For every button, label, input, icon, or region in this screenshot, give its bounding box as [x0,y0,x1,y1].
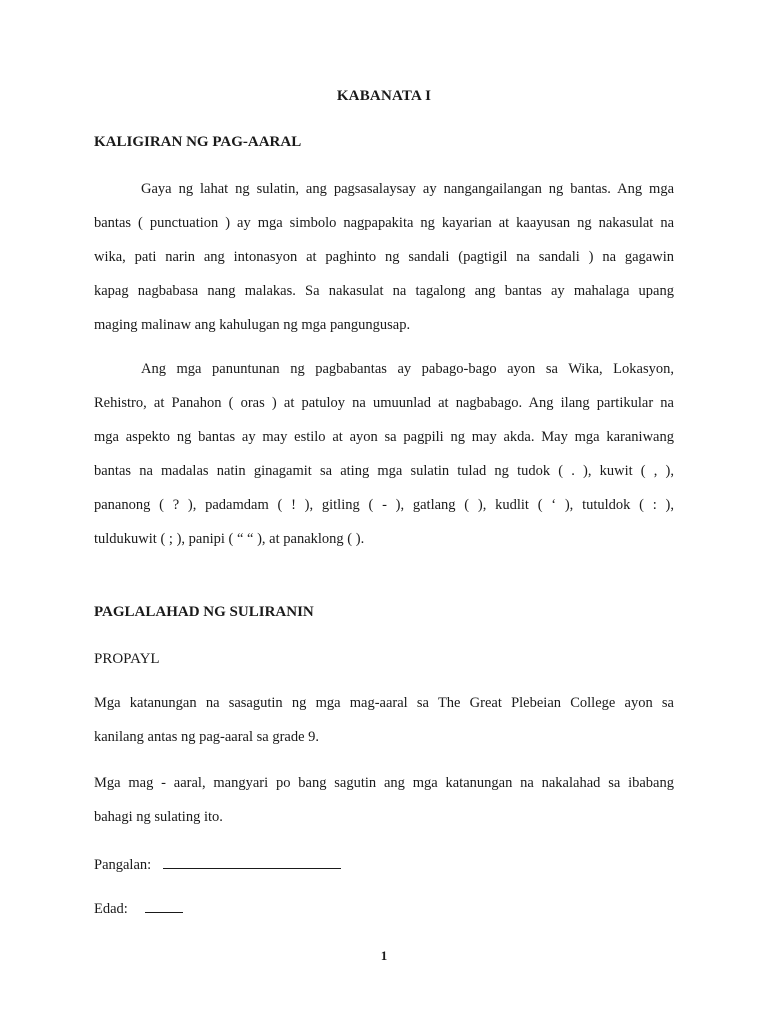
paragraph-propayl-2 [94,766,674,834]
paragraph-kaligiran-2 [94,352,674,556]
name-blank-line[interactable] [163,856,341,869]
text-line: bahagi ng sulating ito. [94,809,223,825]
text-line: Mga mag - aaral, mangyari po bang sagutin ang mga katanungan na nakalahad sa ibabang [94,775,674,791]
name-field-label: Pangalan: [94,857,152,873]
subheading-propayl: PROPAYL [94,651,160,667]
text-line: mga aspekto ng bantas ay may estilo at ayon sa pagpili ng may akda. May mga karaniwang [94,429,674,445]
text-line: tuldukuwit ( ; ), panipi ( “ “ ), at panaklong ( ). [94,531,365,547]
paragraph-propayl-1 [94,686,674,754]
text-line: Rehistro, at Panahon ( oras ) at patuloy na umuunlad at nagbabago. Ang ilang partikular na [94,395,674,411]
section-heading-kaligiran: KALIGIRAN NG PAG-AARAL [94,134,302,150]
chapter-title: KABANATA I [336,88,432,104]
text-line: pananong ( ? ), padamdam ( ! ), gitling ( - ), gatlang ( ), kudlit ( ‘ ), tutuldok ( : ), [94,497,674,513]
text-line: bantas ( punctuation ) ay mga simbolo nagpapakita ng kayarian at kaayusan ng nakasulat na [94,215,674,231]
age-field-label: Edad: [94,901,128,917]
page-number: 1 [380,948,388,963]
text-line: wika, pati narin ang intonasyon at paghinto ng sandali (pagtigil na sandali ) na gagawin [94,249,674,265]
age-field [94,900,183,918]
name-field [94,856,341,874]
text-line: maging malinaw ang kahulugan ng mga pangungusap. [94,317,411,333]
paragraph-kaligiran-1 [94,172,674,342]
text-line: Gaya ng lahat ng sulatin, ang pagsasalaysay ay nangangailangan ng bantas. Ang mga [141,181,674,197]
text-line: bantas na madalas natin ginagamit sa ating mga sulatin tulad ng tudok ( . ), kuwit ( , ), [94,463,674,479]
age-blank-line[interactable] [145,900,183,913]
text-line: Mga katanungan na sasagutin ng mga mag-aaral sa The Great Plebeian College ayon sa [94,695,674,711]
text-line: Ang mga panuntunan ng pagbabantas ay pabago-bago ayon sa Wika, Lokasyon, [141,361,674,377]
text-line: kapag nagbabasa nang malakas. Sa nakasulat na tagalong ang bantas ay mahalaga upang [94,283,674,299]
section-heading-paglalahad: PAGLALAHAD NG SULIRANIN [94,604,314,620]
text-line: kanilang antas ng pag-aaral sa grade 9. [94,729,320,745]
